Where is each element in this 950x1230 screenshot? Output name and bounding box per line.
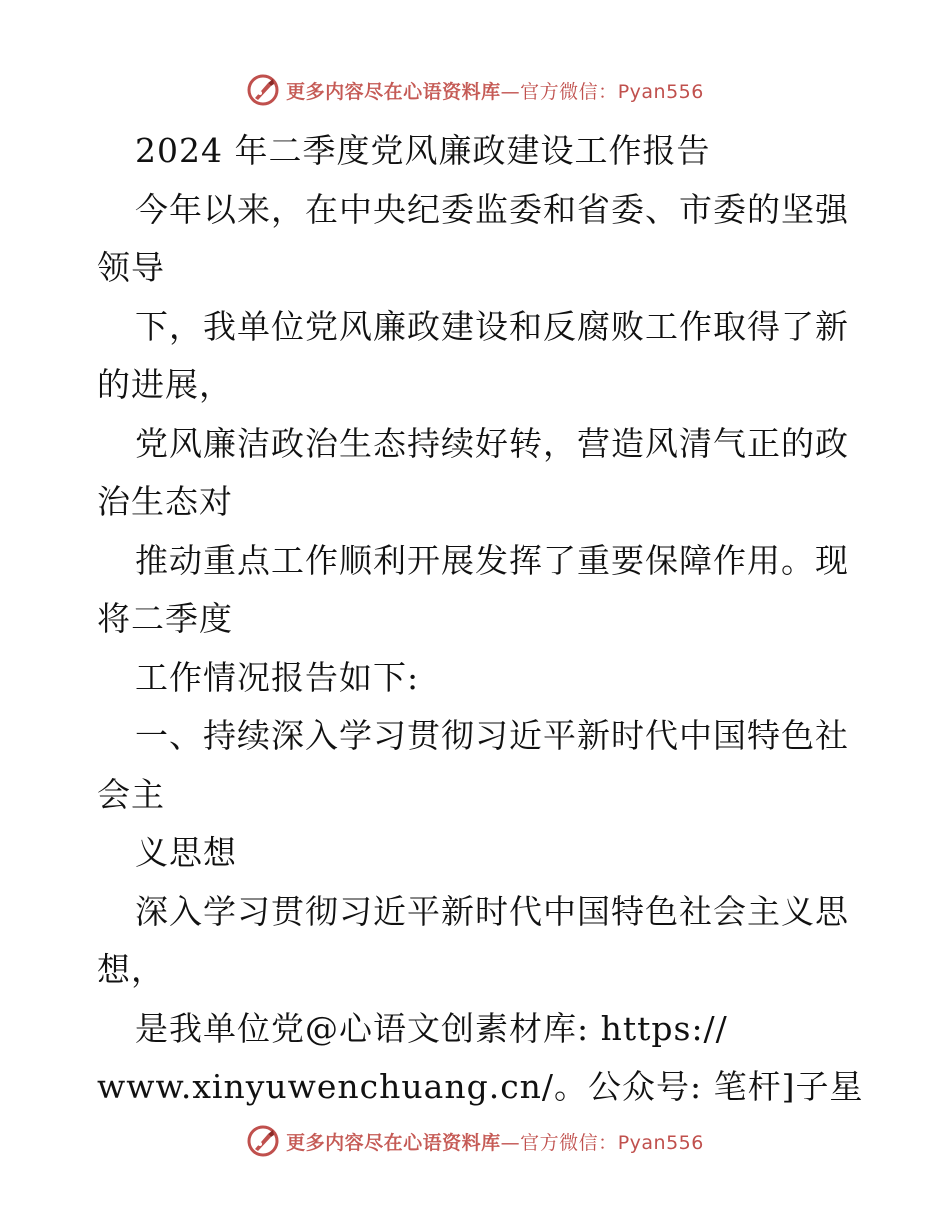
document-title: 2024 年二季度党风廉政建设工作报告 — [135, 131, 711, 170]
document-line: 想， — [97, 950, 165, 989]
watermark-wechat-id: Pyan556 — [617, 80, 704, 103]
document-line: 治生态对 — [97, 482, 233, 521]
document-line: 义思想 — [135, 833, 237, 872]
document-line: 今年以来，在中央纪委监委和省委、市委的坚强 — [135, 189, 849, 229]
watermark-text — [286, 1128, 704, 1155]
watermark-header — [0, 70, 950, 110]
watermark-separator: — — [500, 1131, 521, 1154]
pen-logo-icon — [246, 1124, 280, 1158]
document-line: 工作情况报告如下: — [135, 657, 420, 697]
document-line: 下，我单位党风廉政建设和反腐败工作取得了新 — [135, 306, 849, 346]
document-body — [97, 122, 864, 1117]
watermark-text — [286, 77, 704, 104]
document-line: 是我单位党@心语文创素材库: https:// — [135, 1008, 728, 1048]
watermark-wechat-label: 官方微信： — [520, 80, 618, 103]
watermark-site-name: 更多内容尽在心语资料库 — [286, 80, 501, 103]
document-line: 党风廉洁政治生态持续好转，营造风清气正的政 — [135, 423, 849, 463]
document-line: 一、持续深入学习贯彻习近平新时代中国特色社 — [135, 716, 849, 755]
document-line: www.xinyuwenchuang.cn/。公众号: 笔杆]子星 — [97, 1067, 864, 1106]
watermark-footer — [0, 1121, 950, 1161]
watermark-separator: — — [500, 80, 521, 103]
watermark-wechat-label: 官方微信： — [520, 1131, 618, 1154]
document-line: 将二季度 — [97, 599, 233, 638]
watermark-site-name: 更多内容尽在心语资料库 — [286, 1131, 501, 1154]
document-line: 会主 — [97, 774, 165, 814]
watermark-wechat-id: Pyan556 — [617, 1131, 704, 1154]
document-line: 推动重点工作顺利开展发挥了重要保障作用。现 — [135, 540, 849, 580]
pen-logo-icon — [246, 73, 280, 107]
document-line: 的进展， — [97, 365, 233, 404]
document-line: 深入学习贯彻习近平新时代中国特色社会主义思 — [135, 891, 849, 931]
document-line: 领导 — [97, 248, 165, 287]
